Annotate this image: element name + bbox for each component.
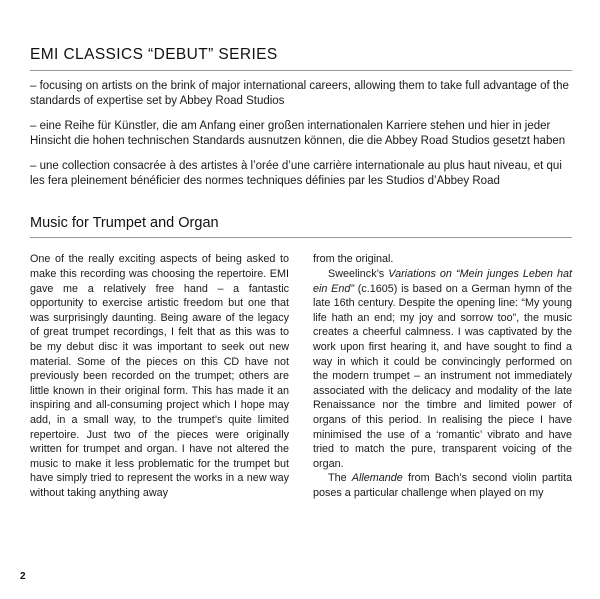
body-columns (30, 252, 572, 500)
right-para2-text-b: (c.1605) is based on a German hymn of the late 16th century. Despite the opening line: “My young life hath an end; my joy and sorrow too”, the music creates a cheerful calmness. I was captivated by the work upon first hearing it, and have sought to find a way in which it could be convincingly performed on the modern trumpet – an instrument not immediately associated with the delicacy and modality of the late Renaissance nor the timbre and limited power of organs of this period. In realising the piece I have minimised the use of a ‘romantic’ vibrato and have tried to match the pure, transparent voicing of the organ. (313, 282, 572, 470)
series-heading: EMI CLASSICS “DEBUT” SERIES (30, 46, 278, 63)
series-blurb-fr: – une collection consacrée à des artistes à l’orée d’une carrière internationale au plus haut niveau, et qui les fera pleinement bénéficier des normes techniques définies par les Studios d’Abbey Road (30, 159, 562, 188)
series-blurb-en: – focusing on artists on the brink of major international careers, allowing them to take full advantage of the standards of expertise set by Abbey Road Studios (30, 80, 569, 108)
right-paragraph-3 (313, 471, 572, 500)
column-right (313, 252, 572, 500)
right-paragraph-2 (313, 267, 572, 471)
work-title-allemande: Allemande (351, 472, 403, 485)
page-number: 2 (20, 571, 26, 582)
right-para3-text-b: from Bach’s second violin partita poses a particular challenge when played on my (313, 472, 572, 499)
left-paragraph-1: One of the really exciting aspects of being asked to make this recording was choosing the repertoire. EMI gave me a relatively free hand – a fantastic opportunity to exercise artistic freedom but one that was surprisingly daunting. Being aware of the legacy of great trumpet recordings, I felt that as this was to be my debut disc it was important to seek out new material. Some of the pieces on this CD have not previously been recorded on the trumpet; others are little known in their original form. This has made it an inspiring and all-consuming project which I hope may add, in a small way, to the trumpet’s quite limited repertoire. Just two of the pieces were originally written for trumpet and organ. I have not altered the music to make it less problematic for the trumpet but have simply tried to represent the works in a new way without taking anything away (30, 253, 289, 499)
right-paragraph-1: from the original. (313, 253, 394, 266)
section-heading: Music for Trumpet and Organ (30, 215, 219, 232)
divider-section (30, 237, 572, 238)
right-para3-text-a: The (328, 472, 352, 485)
divider-top (30, 70, 572, 71)
column-left (30, 252, 289, 500)
series-blurb-de: – eine Reihe für Künstler, die am Anfang einer großen internationalen Karriere stehen und hier in jeder Hinsicht die hohen technischen Standards ausnutzen können, die die Abbey Road Studios gesetzt haben (30, 119, 566, 148)
right-para2-text-a: Sweelinck’s (328, 268, 389, 281)
work-title-sweelinck: Variations on “Mein junges Leben hat ein End” (313, 268, 572, 295)
